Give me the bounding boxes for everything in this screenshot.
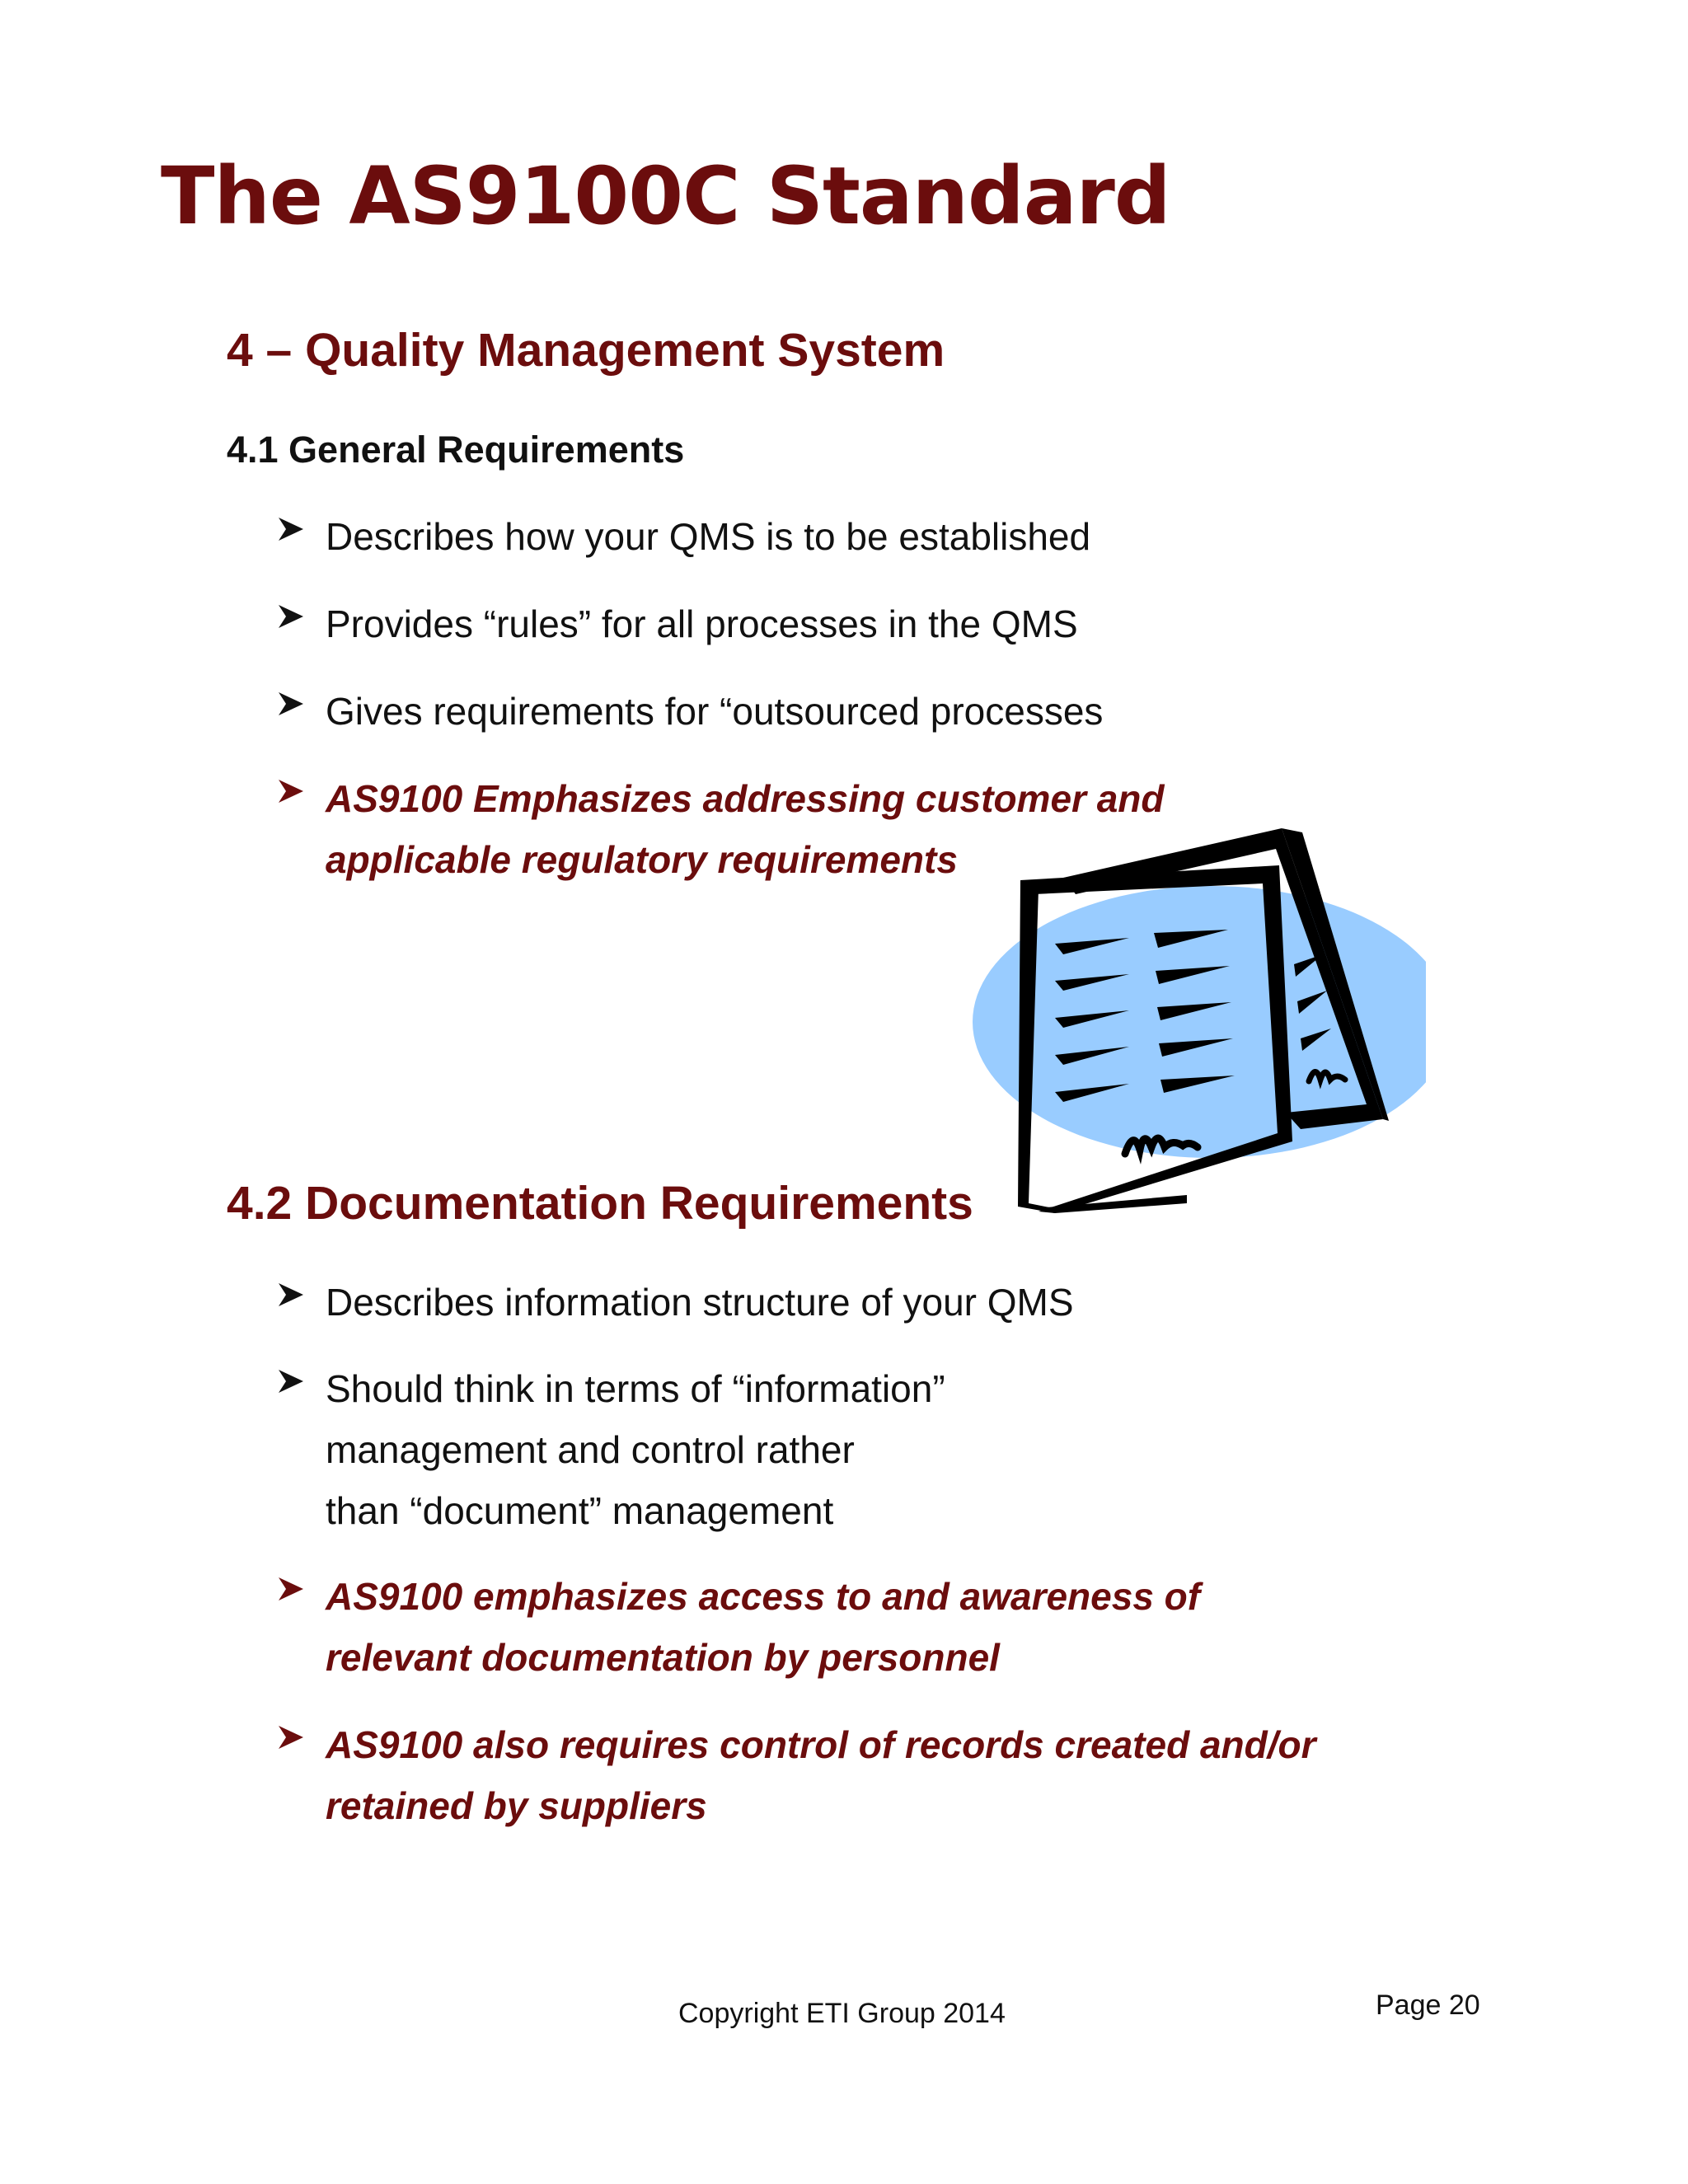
page-title: The AS9100C Standard: [161, 150, 1170, 242]
arrow-bullet-icon: [276, 776, 306, 806]
arrow-bullet-icon: [276, 1280, 306, 1310]
footer-page-number: Page 20: [1376, 1990, 1480, 2021]
documents-icon: [940, 816, 1426, 1220]
subsection-heading-general-requirements: 4.1 General Requirements: [227, 429, 685, 471]
arrow-bullet-icon: [276, 689, 306, 719]
footer-copyright: Copyright ETI Group 2014: [678, 1998, 1006, 2029]
arrow-bullet-icon: [276, 1722, 306, 1752]
section-heading-qms: 4 – Quality Management System: [227, 324, 945, 377]
document-page: The AS9100C Standard 4 – Quality Management System 4.1 General Requirements Describes how your QMS is to be established Provides “rules” for all processes in the QMS Gives requirements for “outsourced processes AS9100 Emphasizes addressing customer and applicable regulatory requirements 4.2 Documentation Requirements Describes information structure of your QMS Should think in terms of “information” management and control rather than “document” management AS9100 emphasizes access to and awareness of relevant documentation by personnel AS9100 also requires control of records created and/or retained by suppliers Copyright ETI Group 2014 Page 20: [0, 0, 1688, 2184]
section-heading-documentation-requirements: 4.2 Documentation Requirements: [227, 1177, 973, 1230]
arrow-bullet-icon: [276, 602, 306, 631]
arrow-bullet-icon: [276, 1366, 306, 1396]
arrow-bullet-icon: [276, 1574, 306, 1604]
arrow-bullet-icon: [276, 514, 306, 544]
